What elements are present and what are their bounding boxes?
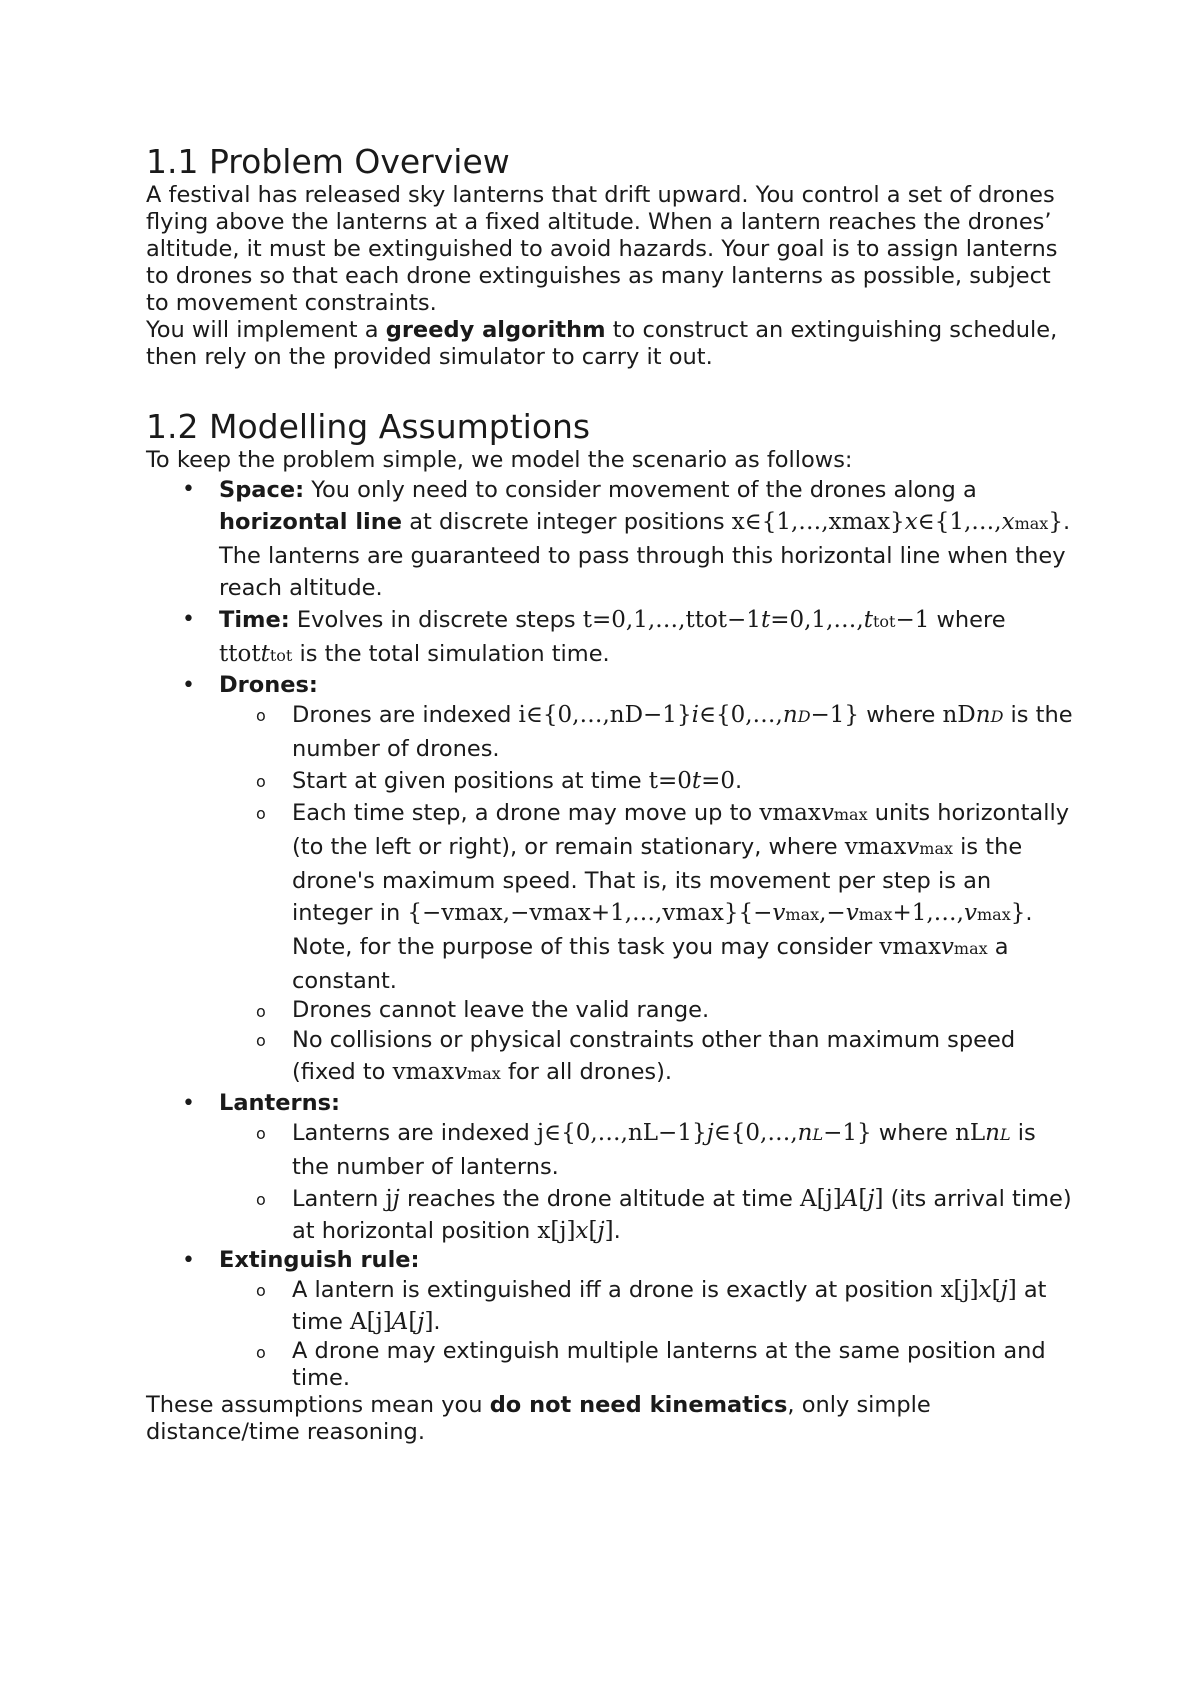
math-subscript: max xyxy=(953,939,988,958)
item-label: Space: xyxy=(219,477,305,503)
math-linear: nL xyxy=(955,1120,986,1146)
math-italic: v xyxy=(820,800,834,826)
overview-paragraph: A festival has released sky lanterns that drift upward. You control a set of drones flying above the lanterns at a fixed altitude. When a lantern reaches the drones’ altitude, it must be extinguished to avoid hazards. Your goal is to assign lanterns to drones so that each drone extinguishes as many lanterns as possible, subject to movement constraints. xyxy=(146,182,1058,316)
text: Lantern xyxy=(292,1186,386,1212)
math: ] xyxy=(424,1309,434,1335)
math-italic: x xyxy=(904,509,918,535)
text: is the number of drones. xyxy=(292,702,1073,762)
text: . xyxy=(433,1309,441,1335)
text: where xyxy=(859,702,943,728)
math: −1} xyxy=(810,702,860,728)
bold-text: horizontal line xyxy=(219,509,403,535)
text: a constant. xyxy=(292,934,1009,994)
math-linear: j∈{0,…,nL−1} xyxy=(536,1120,707,1146)
text: You will implement a xyxy=(146,317,386,343)
list-item-drones xyxy=(146,672,1076,1090)
math-linear: vmax xyxy=(392,1059,455,1085)
assumptions-intro: To keep the problem simple, we model the scenario as follows: xyxy=(146,447,853,473)
list-item-extinguish-rule xyxy=(146,1247,1076,1392)
math-italic: t xyxy=(260,641,270,667)
math-italic: v xyxy=(845,900,859,926)
math-subscript: max xyxy=(1014,514,1049,533)
math-italic: n xyxy=(975,702,991,728)
math-italic: v xyxy=(963,900,977,926)
math: [ xyxy=(991,1277,1001,1303)
math-italic: t xyxy=(691,768,702,794)
math-linear: vmax xyxy=(844,834,907,860)
sublist-item-drone-start xyxy=(219,765,1076,797)
text: These assumptions mean you xyxy=(146,1392,490,1418)
math: ] xyxy=(874,1186,884,1212)
math-subscript: tot xyxy=(269,646,293,665)
math: } xyxy=(1010,900,1026,926)
math-italic: t xyxy=(863,607,873,633)
math-subscript: D xyxy=(990,707,1004,726)
math-italic: n xyxy=(797,1120,813,1146)
math: ∈{0,…, xyxy=(698,702,783,728)
sublist-item-drone-collisions xyxy=(219,1024,1076,1090)
text: is the total simulation time. xyxy=(292,641,610,667)
sublist-item-drone-range: o Drones cannot leave the valid range. xyxy=(219,997,1076,1024)
math-italic: v xyxy=(940,934,954,960)
math: =0,1,…, xyxy=(770,607,864,633)
math: [ xyxy=(588,1218,598,1244)
math-subscript: max xyxy=(833,805,868,824)
math-linear: j xyxy=(385,1186,393,1212)
text: reaches the drone altitude at time xyxy=(399,1186,801,1212)
math-subscript: max xyxy=(785,905,820,924)
math: {− xyxy=(738,900,773,926)
math-italic: v xyxy=(906,834,920,860)
math-italic: v xyxy=(454,1059,468,1085)
math-linear: t=0 xyxy=(648,768,692,794)
text: . xyxy=(613,1218,621,1244)
sublist-item-extinguish-multiple: o A drone may extinguish multiple lanterns at the same position and time. xyxy=(219,1338,1076,1392)
item-label: Lanterns: xyxy=(219,1090,341,1116)
sublist-item-lantern-index xyxy=(219,1117,1076,1183)
text: Lanterns are indexed xyxy=(292,1120,537,1146)
math: ] xyxy=(604,1218,614,1244)
sublist-item-extinguish-condition xyxy=(219,1274,1076,1338)
math-linear: A[j] xyxy=(800,1186,842,1212)
math-linear: x[j] xyxy=(537,1218,576,1244)
text: for all drones). xyxy=(500,1059,673,1085)
bold-text: do not need kinematics xyxy=(489,1392,788,1418)
math-italic: j xyxy=(867,1186,875,1212)
math-linear: i∈{0,…,nD−1} xyxy=(518,702,692,728)
text: . Note, for the purpose of this task you may consider xyxy=(292,900,1033,960)
math: } xyxy=(1048,509,1063,535)
text: at discrete integer positions xyxy=(402,509,732,535)
math: −1} xyxy=(823,1120,872,1146)
math-linear: t=0,1,…,ttot−1 xyxy=(582,607,761,633)
math-subscript: tot xyxy=(872,612,896,631)
text: to construct an extinguishing schedule, then rely on the provided simulator to carry it out. xyxy=(146,317,1058,370)
math-linear: x[j] xyxy=(940,1277,979,1303)
text: , only simple distance/time reasoning. xyxy=(146,1392,931,1445)
greedy-paragraph xyxy=(146,317,1076,371)
drones-sublist xyxy=(219,699,1076,1090)
math: ,− xyxy=(819,900,846,926)
sublist-item-drone-index xyxy=(219,699,1076,765)
math-italic: x xyxy=(1001,509,1015,535)
math: [ xyxy=(408,1309,418,1335)
math-subscript: L xyxy=(1000,1125,1011,1144)
math: ∈{0,…, xyxy=(713,1120,798,1146)
item-label: Drones: xyxy=(219,672,318,698)
text: A lantern is extinguished iff a drone is exactly at position xyxy=(292,1277,941,1303)
math-italic: j xyxy=(1000,1277,1008,1303)
text: Start at given positions at time xyxy=(292,768,649,794)
sublist-item-lantern-arrival xyxy=(219,1183,1076,1247)
math-italic: n xyxy=(985,1120,1000,1146)
math-italic: v xyxy=(772,900,786,926)
math-italic: n xyxy=(782,702,798,728)
list-item-lanterns xyxy=(146,1090,1076,1247)
section-heading-modelling-assumptions: 1.2 Modelling Assumptions xyxy=(146,407,591,446)
text: Drones are indexed xyxy=(292,702,519,728)
list-item-space xyxy=(146,474,1076,604)
math: ∈{1,…, xyxy=(917,509,1002,535)
math-subscript: max xyxy=(858,905,893,924)
math: +1,…, xyxy=(892,900,964,926)
math: [ xyxy=(858,1186,868,1212)
math-italic: j xyxy=(706,1120,714,1146)
text: No collisions or physical constraints other than maximum speed (fixed to xyxy=(292,1027,1016,1085)
text: Each time step, a drone may move up to xyxy=(292,800,760,826)
math: ] xyxy=(1007,1277,1017,1303)
lanterns-sublist xyxy=(219,1117,1076,1247)
section-heading-problem-overview: 1.1 Problem Overview xyxy=(146,142,510,181)
text: units horizontally (to the left or right), or remain stationary, where xyxy=(292,800,1070,860)
math-italic: j xyxy=(392,1186,400,1212)
text: Evolves in discrete steps xyxy=(289,607,583,633)
math-linear: vmax xyxy=(879,934,941,960)
math-italic: t xyxy=(760,607,771,633)
sublist-item-drone-speed xyxy=(219,797,1076,997)
assumptions-list xyxy=(146,474,1076,1392)
math-linear: A[j] xyxy=(350,1309,392,1335)
math-subscript: max xyxy=(919,839,954,858)
math: =0 xyxy=(701,768,736,794)
text: is the number of lanterns. xyxy=(292,1120,1036,1180)
math-subscript: max xyxy=(976,905,1011,924)
math-italic: A xyxy=(841,1186,859,1212)
extinguish-sublist xyxy=(219,1274,1076,1392)
math-italic: j xyxy=(417,1309,425,1335)
math-italic: x xyxy=(575,1218,589,1244)
math: −1 xyxy=(895,607,930,633)
closing-paragraph xyxy=(146,1392,1076,1446)
math-italic: i xyxy=(691,702,699,728)
text: where xyxy=(871,1120,956,1146)
math-subscript: max xyxy=(467,1064,501,1083)
item-label: Extinguish rule: xyxy=(219,1247,420,1273)
document-content xyxy=(146,142,1076,1446)
text: (its arrival time) at horizontal position xyxy=(292,1186,1072,1244)
math-subscript: L xyxy=(812,1125,824,1144)
math-subscript: D xyxy=(797,707,811,726)
bold-text: greedy algorithm xyxy=(385,317,606,343)
text: is the drone's maximum speed. That is, its movement per step is an integer in xyxy=(292,834,1023,926)
math-italic: A xyxy=(391,1309,409,1335)
math-linear: vmax xyxy=(759,800,821,826)
text: where xyxy=(929,607,1006,633)
text: You only need to consider movement of the drones along a xyxy=(304,477,977,503)
math-italic: x xyxy=(978,1277,992,1303)
math-linear: {−vmax,−vmax+1,…,vmax} xyxy=(407,900,739,926)
math-linear: nD xyxy=(942,702,976,728)
list-item-time xyxy=(146,604,1076,672)
math-italic: j xyxy=(597,1218,605,1244)
math-linear: ttot xyxy=(219,641,261,667)
item-label: Time: xyxy=(219,607,290,633)
text: . The lanterns are guaranteed to pass through this horizontal line when they reach altitude. xyxy=(219,509,1071,601)
text: at time xyxy=(292,1277,1047,1335)
math-linear: x∈{1,…,xmax} xyxy=(731,509,905,535)
text: . xyxy=(735,768,743,794)
